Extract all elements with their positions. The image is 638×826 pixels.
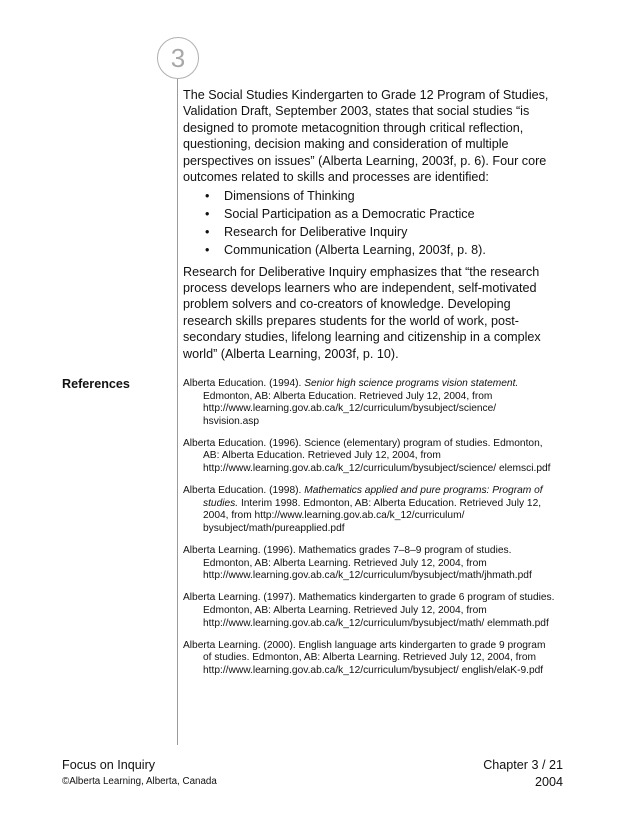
- outcome-item: • Social Participation as a Democratic Practice: [205, 206, 555, 222]
- reference-item: Alberta Learning. (1996). Mathematics grades 7–8–9 program of studies. Edmonton, AB: Alberta Learning. Retrieved July 12, 2004, from http://www.learning.gov.ab.ca/k_12/curriculum/bysubject/math/jhmath.pdf: [183, 545, 532, 582]
- footer-year: 2004: [534, 775, 563, 789]
- reference-item: Alberta Education. (1998). Mathematics applied and pure programs: Program of studies. Interim 1998. Edmonton, AB: Alberta Education. Retrieved July 12, 2004, from http://www.learning.gov.ab.ca/k_12/curriculum/ bysubject/math/pureapplied.pdf: [183, 485, 543, 534]
- reference-item: Alberta Learning. (2000). English language arts kindergarten to grade 9 program of studies. Edmonton, AB: Alberta Learning. Retrieved July 12, 2004, from http://www.learning.gov.ab.ca/k_12/curriculum/bysubject/ english/elaK-9.pdf: [183, 639, 546, 676]
- outcomes-list: [183, 188, 555, 258]
- outcome-item: • Dimensions of Thinking: [205, 188, 555, 204]
- outcome-item: • Communication (Alberta Learning, 2003f, p. 8).: [205, 242, 555, 258]
- outcome-item: • Research for Deliberative Inquiry: [205, 224, 555, 240]
- references-list: [183, 378, 555, 687]
- intro-paragraph: The Social Studies Kindergarten to Grade 12 Program of Studies, Validation Draft, September 2003, states that social studies “is designed to promote metacognition through critical reflection, questioning, decision making and consideration of multiple perspectives on issues” (Alberta Learning, 2003f, p. 6). Four core outcomes related to skills and processes are identified:: [183, 88, 549, 185]
- reference-item: Alberta Education. (1996). Science (elementary) program of studies. Edmonton, AB: Alberta Education. Retrieved July 12, 2004, from http://www.learning.gov.ab.ca/k_12/curriculum/bysubject/science/ elemsci.pdf: [183, 437, 551, 475]
- footer-title: Focus on Inquiry: [62, 758, 156, 772]
- research-paragraph: Research for Deliberative Inquiry emphasizes that “the research process develops learners who are independent, self-motivated problem solvers and co-creators of knowledge. Developing research skills prepares students for the world of work, post-secondary studies, lifelong learning and citizenship in a complex world” (Alberta Learning, 2003f, p. 10).: [183, 264, 541, 361]
- reference-item: Alberta Education. (1994). Senior high science programs vision statement. Edmonton, AB: Alberta Education. Retrieved July 12, 2004, from http://www.learning.gov.ab.ca/k_12/curriculum/bysubject/science/ hsvision.asp: [183, 378, 519, 427]
- reference-item: Alberta Learning. (1997). Mathematics kindergarten to grade 6 program of studies. Edmonton, AB: Alberta Learning. Retrieved July 12, 2004, from http://www.learning.gov.ab.ca/k_12/curriculum/bysubject/math/ elemmath.pdf: [183, 592, 555, 629]
- chapter-number-badge: 3: [157, 37, 199, 79]
- references-heading: References: [62, 377, 130, 391]
- margin-rule: [177, 62, 178, 745]
- footer-page-number: Chapter 3 / 21: [483, 758, 563, 772]
- main-text: [183, 87, 555, 362]
- footer-copyright: ©Alberta Learning, Alberta, Canada: [62, 776, 217, 787]
